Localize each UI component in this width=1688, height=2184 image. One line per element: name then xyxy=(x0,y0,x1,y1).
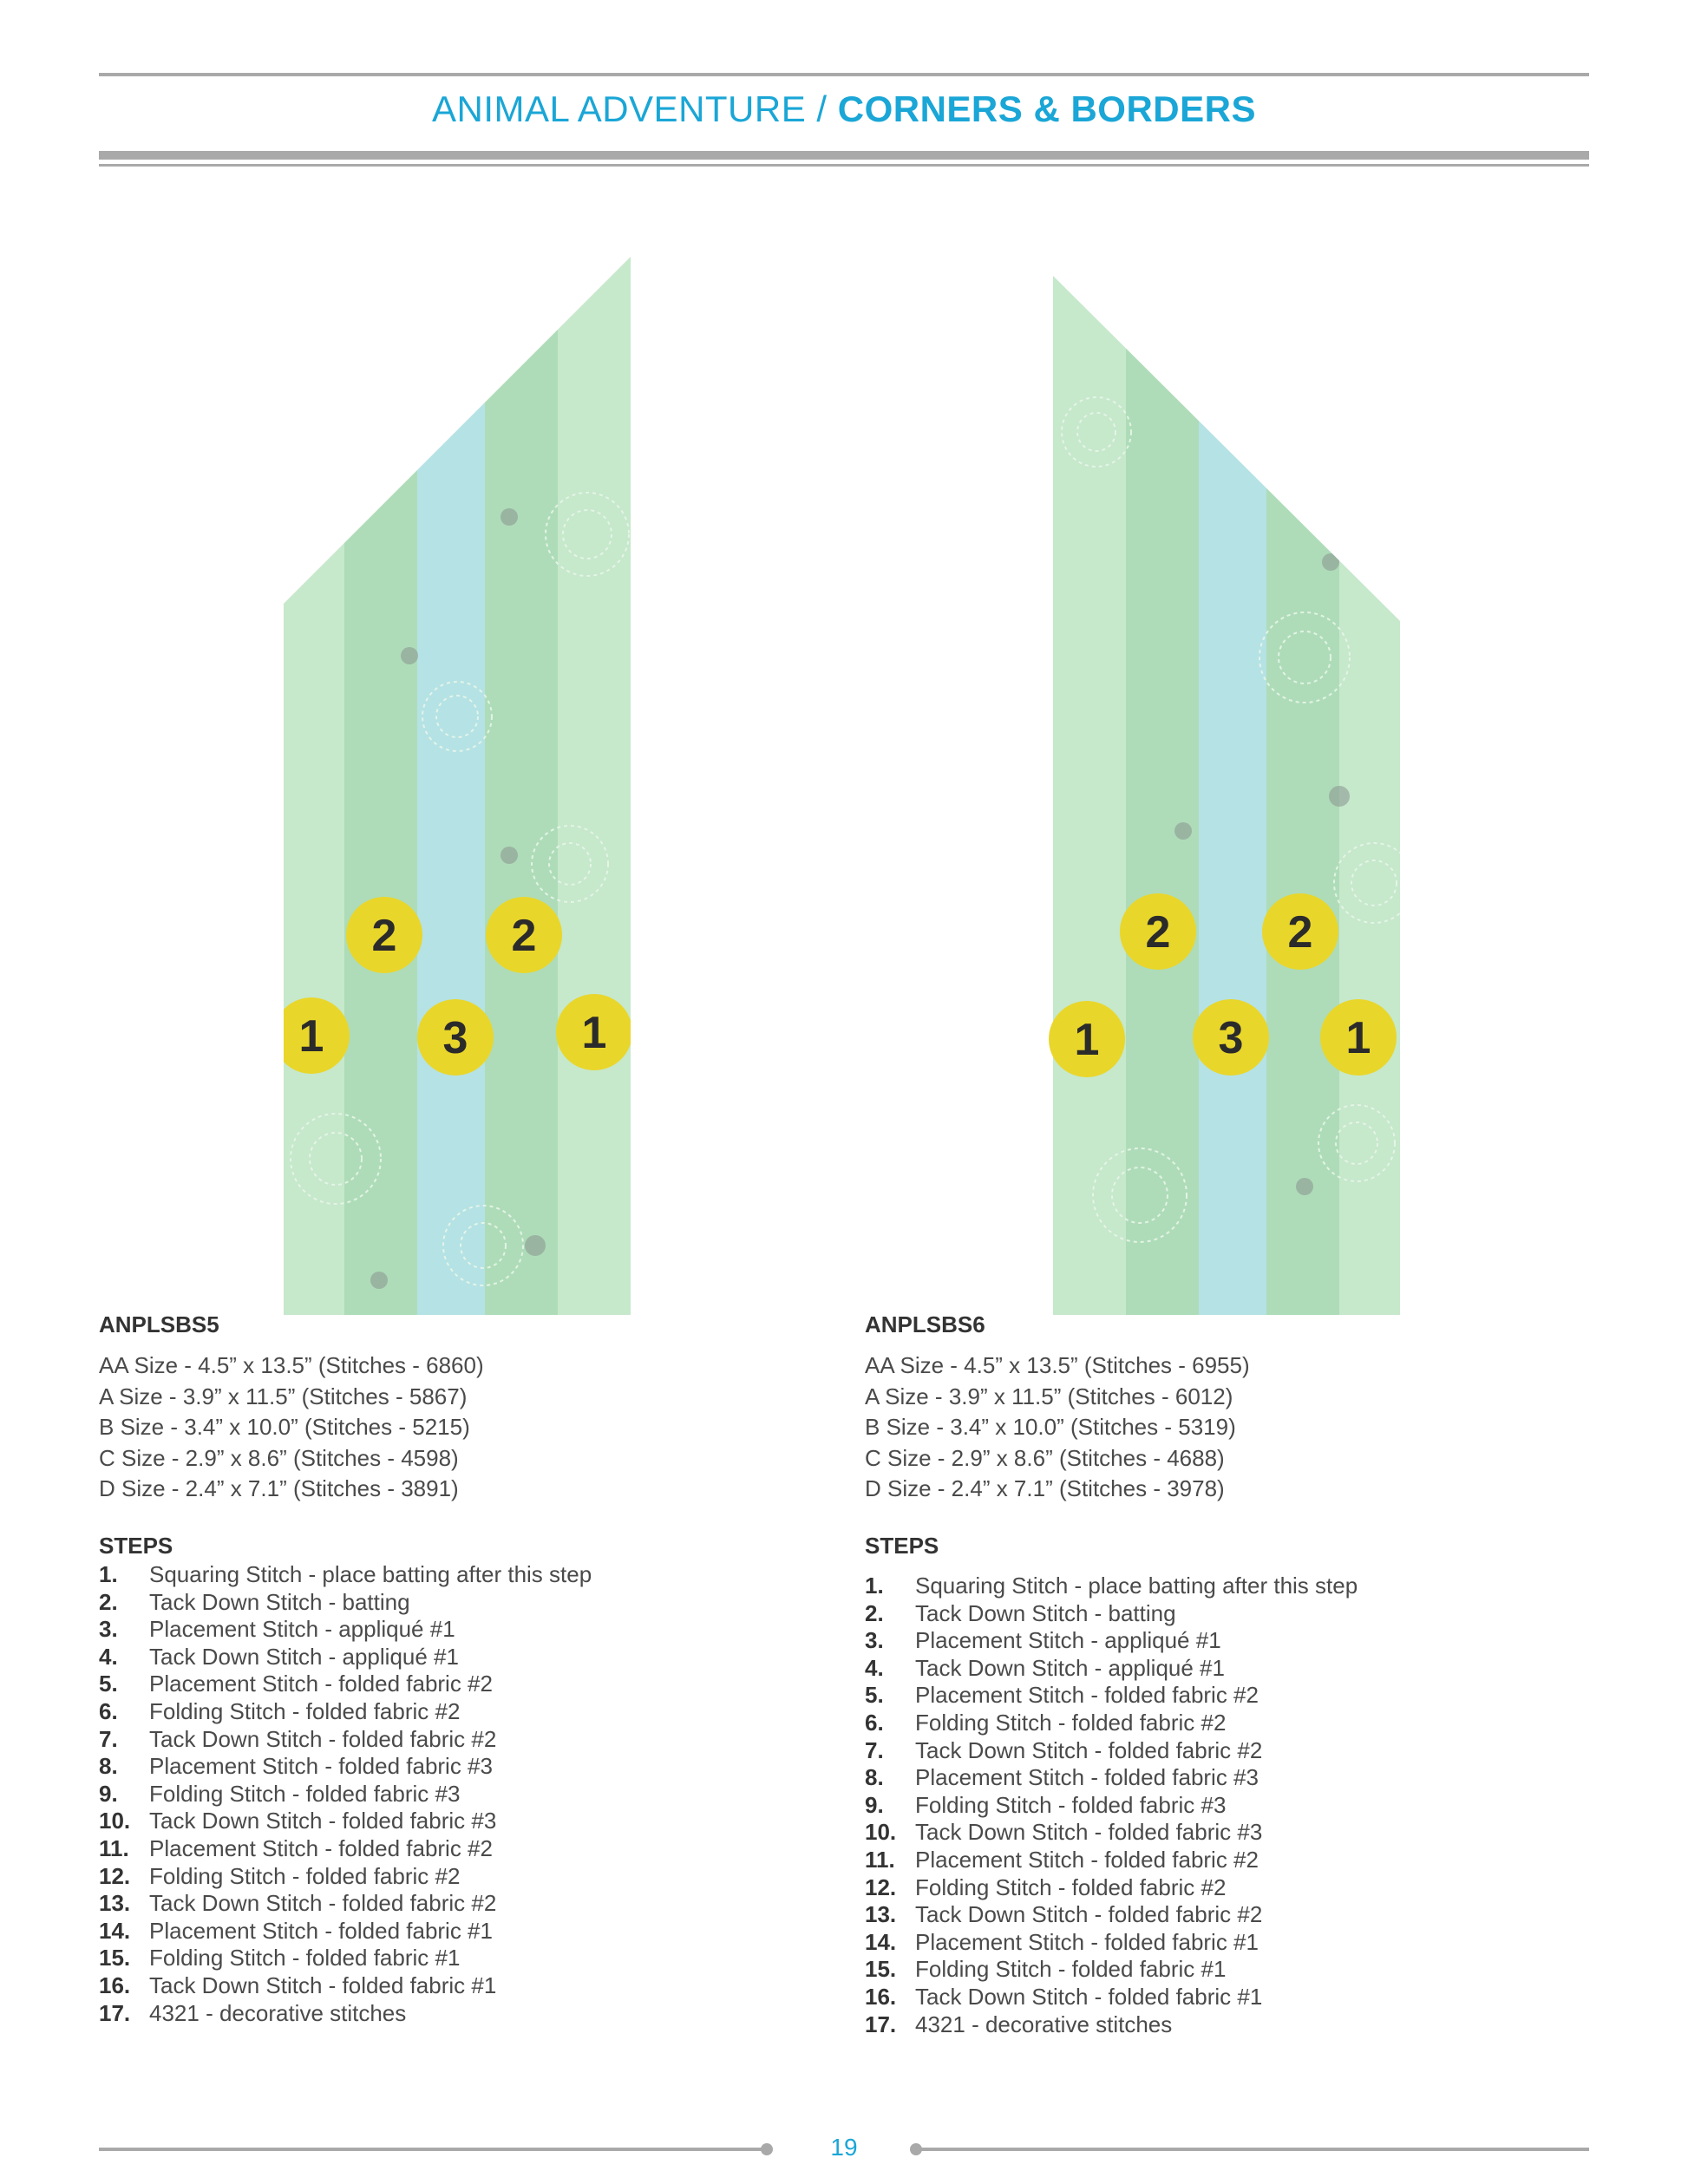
step-item xyxy=(99,1753,592,1781)
steps-heading-left: STEPS xyxy=(99,1533,173,1559)
step-text: Tack Down Stitch - folded fabric #2 xyxy=(149,1725,497,1752)
size-b: B Size - 3.4” x 10.0” (Stitches - 5319) xyxy=(865,1414,1236,1440)
step-number: 12. xyxy=(99,1862,131,1889)
page-number: 19 xyxy=(830,2134,858,2161)
step-item xyxy=(99,1644,592,1671)
size-b: B Size - 3.4” x 10.0” (Stitches - 5215) xyxy=(99,1414,470,1440)
design-code-right: ANPLSBS6 xyxy=(865,1311,985,1337)
step-item xyxy=(865,1874,1358,1902)
step-item xyxy=(99,1561,592,1589)
page-title xyxy=(0,88,1688,130)
svg-text:1: 1 xyxy=(1345,1013,1371,1063)
title-section: CORNERS & BORDERS xyxy=(837,88,1256,129)
strip-1-right xyxy=(558,257,631,1315)
step-item xyxy=(865,1737,1358,1765)
steps-heading-right: STEPS xyxy=(865,1533,939,1559)
step-text: Placement Stitch - folded fabric #2 xyxy=(149,1671,493,1697)
step-number: 1. xyxy=(865,1573,884,1599)
step-text: Folding Stitch - folded fabric #3 xyxy=(915,1791,1227,1818)
steps-list-right xyxy=(865,1573,1358,2038)
footer-rule-right xyxy=(916,2148,1589,2151)
step-text: Tack Down Stitch - folded fabric #1 xyxy=(915,1983,1263,2010)
step-item xyxy=(865,1764,1358,1792)
step-item xyxy=(865,1956,1358,1984)
step-item xyxy=(99,2000,592,2028)
step-text: Squaring Stitch - place batting after this step xyxy=(915,1573,1358,1599)
size-d: D Size - 2.4” x 7.1” (Stitches - 3978) xyxy=(865,1475,1225,1501)
step-item xyxy=(99,1616,592,1644)
step-item xyxy=(99,1726,592,1754)
step-number: 2. xyxy=(99,1588,118,1615)
step-text: Folding Stitch - folded fabric #2 xyxy=(915,1873,1227,1900)
size-a: A Size - 3.9” x 11.5” (Stitches - 6012) xyxy=(865,1383,1233,1409)
step-text: 4321 - decorative stitches xyxy=(915,2011,1173,2037)
strip-3-center xyxy=(1199,276,1266,1315)
step-number: 16. xyxy=(99,1971,131,1998)
step-text: Folding Stitch - folded fabric #2 xyxy=(149,1862,461,1889)
step-text: Folding Stitch - folded fabric #2 xyxy=(915,1709,1227,1736)
step-number: 7. xyxy=(865,1736,884,1763)
badge-right-2b xyxy=(1262,893,1338,970)
size-c: C Size - 2.9” x 8.6” (Stitches - 4688) xyxy=(865,1444,1225,1471)
step-item xyxy=(865,1847,1358,1874)
step-number: 4. xyxy=(865,1654,884,1681)
step-number: 17. xyxy=(99,1999,131,2026)
step-item xyxy=(865,1682,1358,1710)
step-item xyxy=(865,1929,1358,1957)
step-item xyxy=(99,1890,592,1918)
step-item xyxy=(865,1600,1358,1628)
step-item xyxy=(99,1972,592,2000)
step-item xyxy=(99,1918,592,1945)
svg-text:1: 1 xyxy=(298,1011,324,1062)
step-item xyxy=(865,1655,1358,1683)
step-item xyxy=(99,1945,592,1972)
step-number: 15. xyxy=(865,1956,897,1983)
step-item xyxy=(99,1808,592,1835)
size-d: D Size - 2.4” x 7.1” (Stitches - 3891) xyxy=(99,1475,459,1501)
step-number: 14. xyxy=(865,1928,897,1955)
step-number: 16. xyxy=(865,1983,897,2010)
badge-left-3 xyxy=(417,999,494,1076)
badge-left-2b xyxy=(486,897,562,973)
step-number: 4. xyxy=(99,1643,118,1670)
step-number: 11. xyxy=(865,1846,895,1873)
step-item xyxy=(865,1901,1358,1929)
step-text: Tack Down Stitch - batting xyxy=(149,1588,410,1615)
step-number: 9. xyxy=(99,1780,118,1807)
step-number: 6. xyxy=(99,1697,118,1724)
step-number: 11. xyxy=(99,1834,129,1861)
strip-2-left xyxy=(1126,276,1199,1315)
sizes-list-left xyxy=(99,1350,484,1505)
step-number: 13. xyxy=(99,1890,131,1917)
badge-right-1b xyxy=(1320,999,1397,1076)
step-item xyxy=(99,1671,592,1698)
badge-right-1a xyxy=(1049,1001,1125,1077)
steps-list-left xyxy=(99,1561,592,2027)
svg-text:3: 3 xyxy=(1218,1013,1244,1063)
step-item xyxy=(99,1698,592,1726)
step-text: Tack Down Stitch - appliqué #1 xyxy=(149,1643,459,1670)
size-aa: AA Size - 4.5” x 13.5” (Stitches - 6955) xyxy=(865,1352,1250,1378)
step-text: Folding Stitch - folded fabric #3 xyxy=(149,1780,461,1807)
header-top-rule xyxy=(99,73,1589,76)
step-text: Placement Stitch - folded fabric #3 xyxy=(149,1753,493,1780)
step-item xyxy=(865,1792,1358,1820)
block-image-anplsbs6 xyxy=(1044,276,1409,1315)
step-number: 9. xyxy=(865,1791,884,1818)
step-number: 8. xyxy=(99,1753,118,1780)
step-item xyxy=(99,1835,592,1863)
step-text: Placement Stitch - folded fabric #1 xyxy=(915,1928,1259,1955)
step-text: Folding Stitch - folded fabric #2 xyxy=(149,1697,461,1724)
step-text: Tack Down Stitch - folded fabric #3 xyxy=(149,1808,497,1834)
step-number: 8. xyxy=(865,1764,884,1791)
step-item xyxy=(865,1819,1358,1847)
sizes-list-right xyxy=(865,1350,1250,1505)
step-number: 14. xyxy=(99,1917,131,1944)
svg-text:3: 3 xyxy=(442,1013,468,1063)
step-text: Placement Stitch - folded fabric #2 xyxy=(915,1682,1259,1709)
step-text: Placement Stitch - folded fabric #2 xyxy=(915,1846,1259,1873)
svg-text:2: 2 xyxy=(1145,907,1171,958)
header-bottom-rule-thin xyxy=(99,164,1589,167)
step-item xyxy=(865,1710,1358,1737)
block-image-anplsbs5 xyxy=(284,257,631,1315)
step-text: Tack Down Stitch - folded fabric #1 xyxy=(149,1971,497,1998)
svg-text:2: 2 xyxy=(371,911,397,961)
step-text: Squaring Stitch - place batting after this step xyxy=(149,1561,592,1587)
step-number: 12. xyxy=(865,1873,897,1900)
step-number: 10. xyxy=(865,1819,897,1846)
svg-text:1: 1 xyxy=(1074,1015,1100,1065)
step-text: Placement Stitch - appliqué #1 xyxy=(915,1627,1221,1654)
step-text: Tack Down Stitch - folded fabric #3 xyxy=(915,1819,1263,1846)
step-number: 1. xyxy=(99,1561,118,1587)
strip-2-right xyxy=(1266,276,1339,1315)
strip-3-center xyxy=(417,257,485,1315)
step-number: 3. xyxy=(99,1616,118,1643)
design-code-left: ANPLSBS5 xyxy=(99,1311,219,1337)
step-text: Folding Stitch - folded fabric #1 xyxy=(149,1945,461,1971)
size-c: C Size - 2.9” x 8.6” (Stitches - 4598) xyxy=(99,1444,459,1471)
step-text: Folding Stitch - folded fabric #1 xyxy=(915,1956,1227,1983)
size-a: A Size - 3.9” x 11.5” (Stitches - 5867) xyxy=(99,1383,468,1409)
step-item xyxy=(865,1627,1358,1655)
strip-1-left xyxy=(284,257,344,1315)
strip-2-right xyxy=(485,257,558,1315)
step-number: 13. xyxy=(865,1901,897,1928)
badge-right-3 xyxy=(1193,999,1269,1076)
badge-left-1b xyxy=(556,994,631,1070)
step-text: Tack Down Stitch - folded fabric #2 xyxy=(149,1890,497,1917)
svg-text:2: 2 xyxy=(1287,907,1313,958)
step-text: Tack Down Stitch - folded fabric #2 xyxy=(915,1901,1263,1928)
step-text: Placement Stitch - folded fabric #1 xyxy=(149,1917,493,1944)
title-series: ANIMAL ADVENTURE / xyxy=(432,88,838,129)
header-bottom-rule-thick xyxy=(99,151,1589,160)
step-number: 3. xyxy=(865,1627,884,1654)
step-number: 17. xyxy=(865,2011,897,2037)
step-text: Tack Down Stitch - folded fabric #2 xyxy=(915,1736,1263,1763)
svg-text:2: 2 xyxy=(511,911,537,961)
size-aa: AA Size - 4.5” x 13.5” (Stitches - 6860) xyxy=(99,1352,484,1378)
svg-text:1: 1 xyxy=(581,1008,607,1058)
step-text: Tack Down Stitch - appliqué #1 xyxy=(915,1654,1225,1681)
step-item xyxy=(99,1863,592,1891)
step-number: 5. xyxy=(865,1682,884,1709)
step-number: 15. xyxy=(99,1945,131,1971)
step-number: 6. xyxy=(865,1709,884,1736)
step-item xyxy=(865,1573,1358,1600)
badge-right-2a xyxy=(1120,893,1196,970)
step-text: Placement Stitch - folded fabric #2 xyxy=(149,1834,493,1861)
step-text: Tack Down Stitch - batting xyxy=(915,1599,1176,1626)
step-number: 7. xyxy=(99,1725,118,1752)
step-text: 4321 - decorative stitches xyxy=(149,1999,407,2026)
step-number: 10. xyxy=(99,1808,131,1834)
step-number: 2. xyxy=(865,1599,884,1626)
badge-left-2a xyxy=(346,897,422,973)
step-item xyxy=(99,1781,592,1808)
step-item xyxy=(865,2011,1358,2039)
step-item xyxy=(99,1589,592,1617)
step-item xyxy=(865,1984,1358,2011)
step-text: Placement Stitch - folded fabric #3 xyxy=(915,1764,1259,1791)
step-text: Placement Stitch - appliqué #1 xyxy=(149,1616,455,1643)
step-number: 5. xyxy=(99,1671,118,1697)
